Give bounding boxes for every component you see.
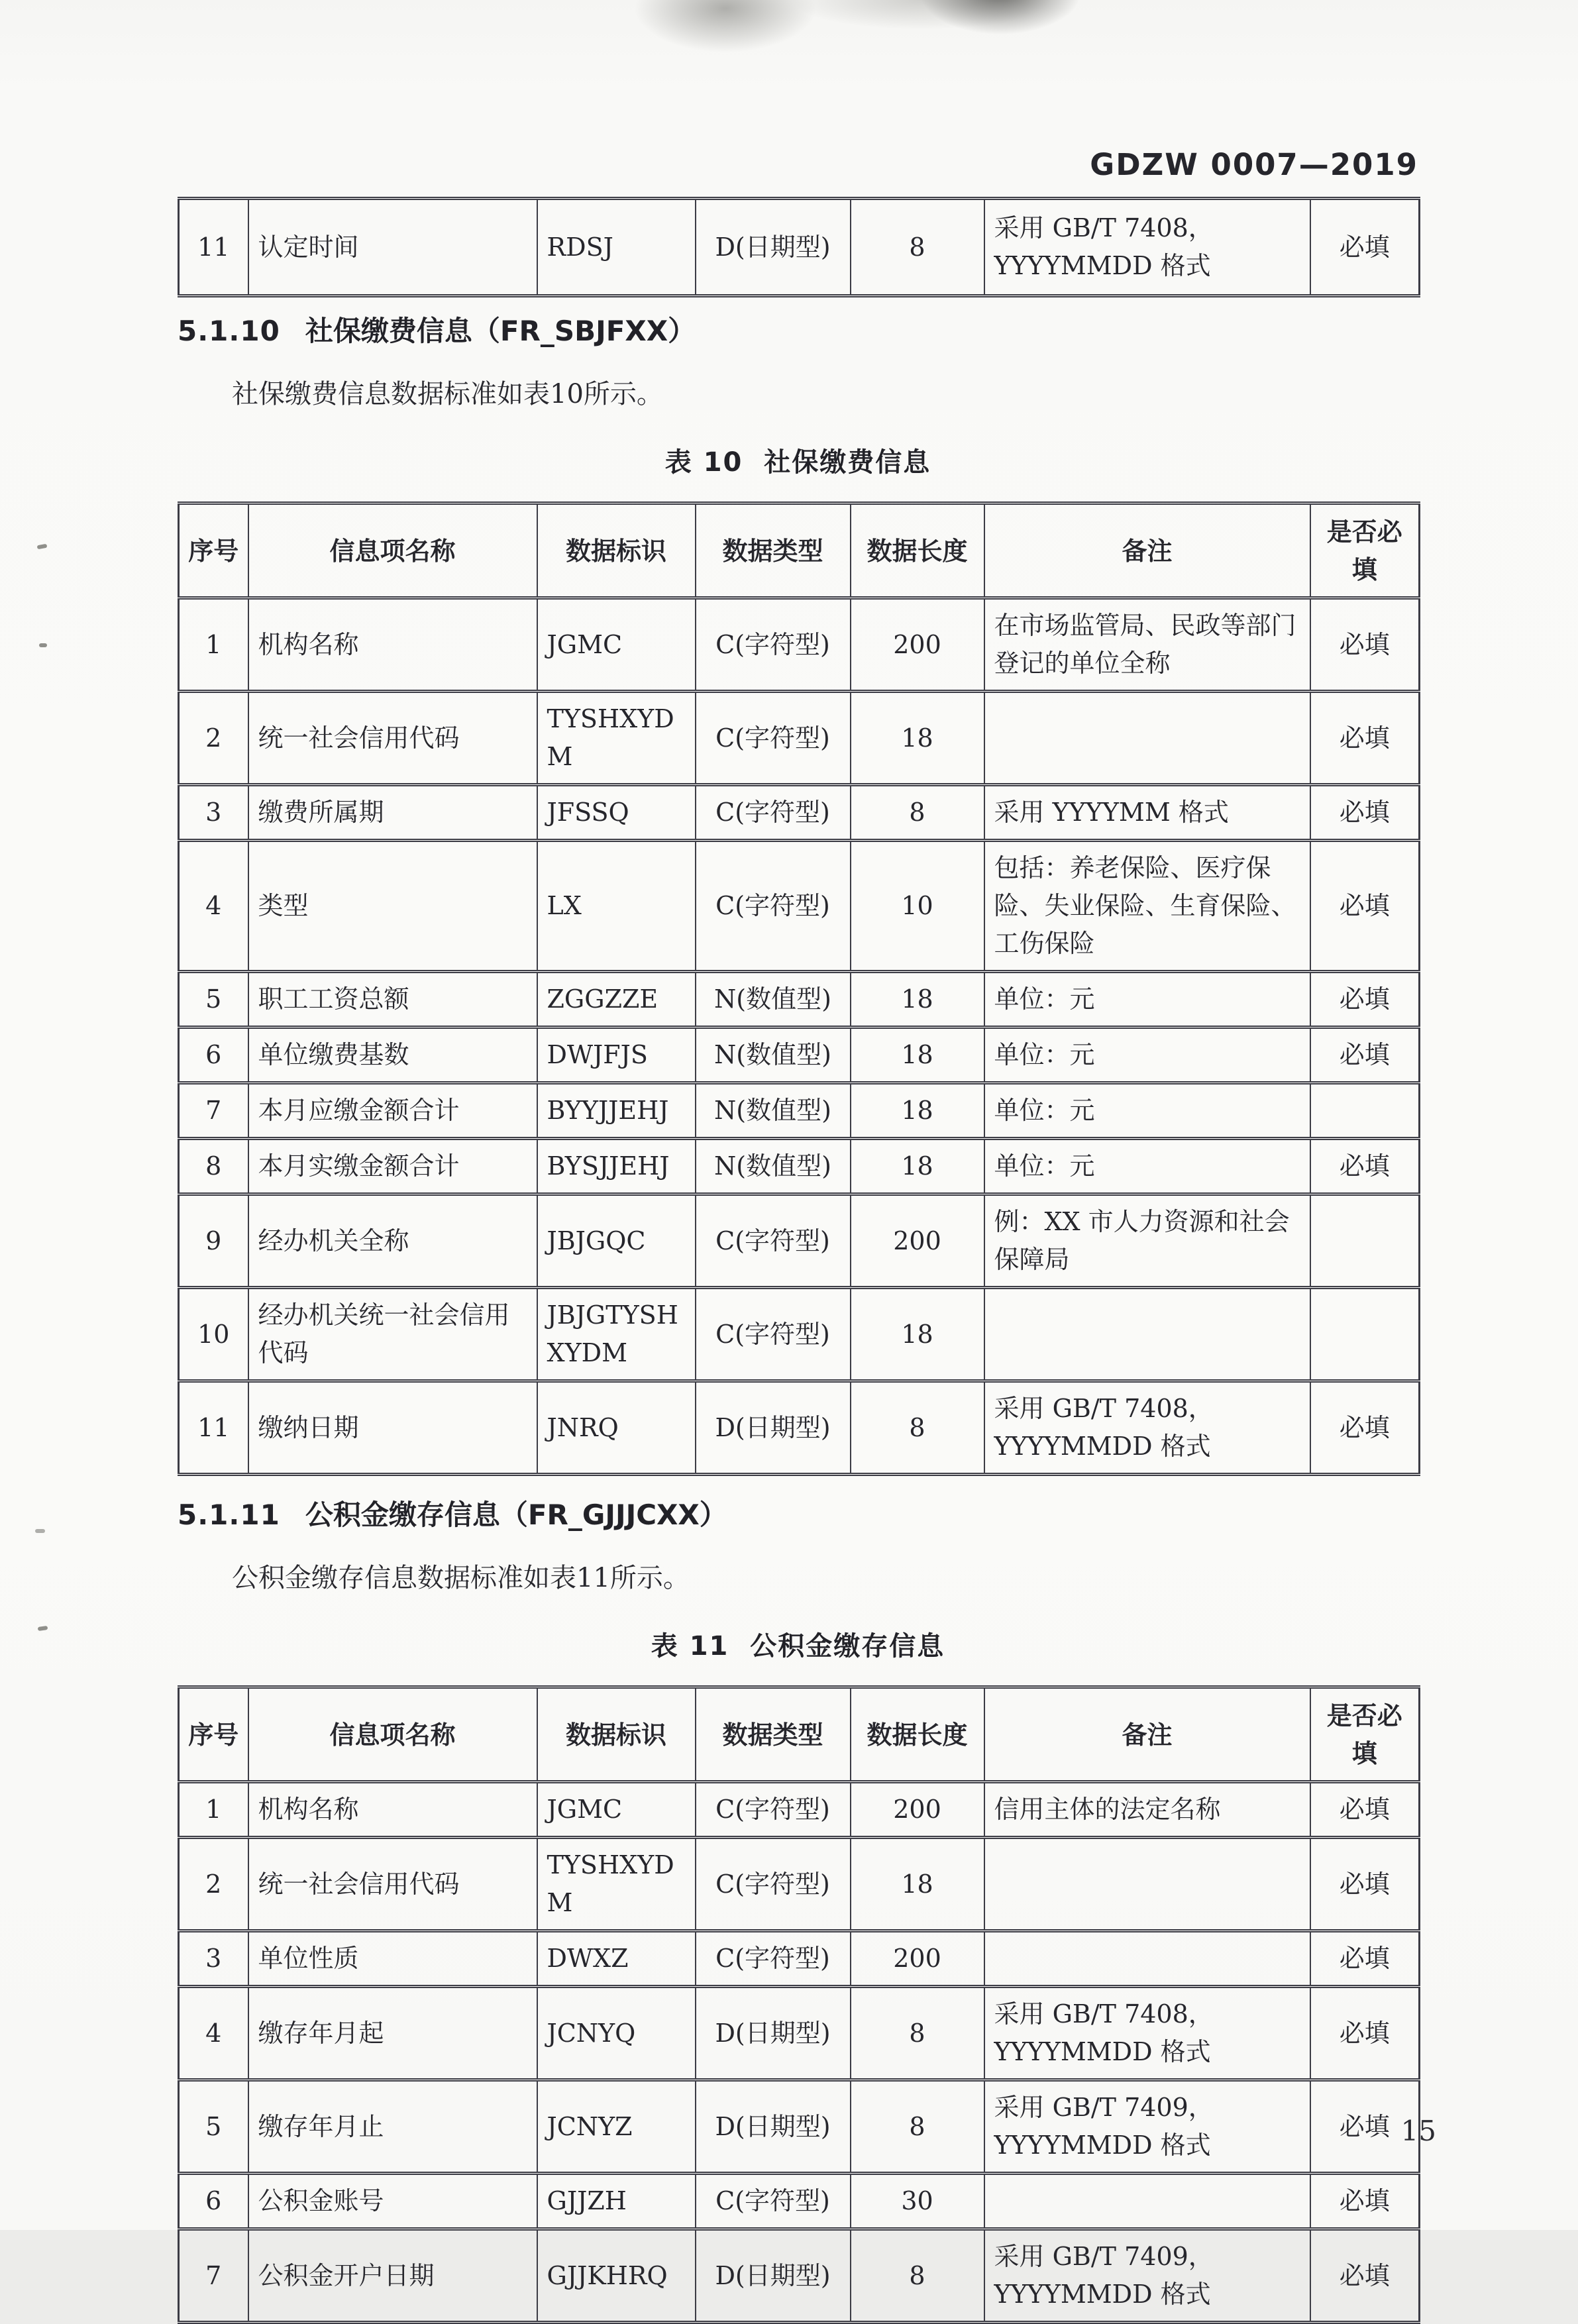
table-cell: 3: [179, 1931, 248, 1987]
table-cell: 统一社会信用代码: [248, 692, 537, 785]
table-cell: 必填: [1310, 2174, 1420, 2229]
column-header-data-length: 数据长度: [851, 1687, 984, 1782]
table-cell: 机构名称: [248, 1782, 537, 1838]
table-cell: 必填: [1310, 692, 1420, 785]
table-row: [179, 2080, 1420, 2174]
table-cell: 经办机关全称: [248, 1194, 537, 1288]
table-cell: 200: [851, 1782, 984, 1838]
table-cell: 缴存年月起: [248, 1987, 537, 2080]
table-cell: C(字符型): [696, 2174, 851, 2229]
table-cell: 30: [851, 2174, 984, 2229]
table-cell: RDSJ: [537, 199, 696, 296]
table-cell: 200: [851, 1194, 984, 1288]
column-header-remark: 备注: [984, 1687, 1310, 1782]
table-cell: 本月应缴金额合计: [248, 1083, 537, 1139]
table-cell: 8: [179, 1139, 248, 1194]
table-cell: 必填: [1310, 1139, 1420, 1194]
carryover-table: [178, 197, 1420, 297]
table-row: [179, 1028, 1420, 1083]
section-title: 公积金缴存信息（FR_GJJJCXX）: [305, 1499, 727, 1531]
table-cell: N(数值型): [696, 972, 851, 1028]
table-cell: GJJZH: [537, 2174, 696, 2229]
table-cell: 8: [851, 1987, 984, 2080]
table-cell: 7: [179, 1083, 248, 1139]
section-heading-5-1-11: [178, 1493, 1418, 1533]
table-cell: C(字符型): [696, 598, 851, 692]
table-cell: C(字符型): [696, 1288, 851, 1381]
table-cell: D(日期型): [696, 1987, 851, 2080]
table-cell: 单位：元: [984, 1139, 1310, 1194]
table-cell: LX: [537, 841, 696, 972]
table-cell: 18: [851, 1838, 984, 1931]
table-row: [179, 1931, 1420, 1987]
table-cell: 2: [179, 692, 248, 785]
table-cell: 类型: [248, 841, 537, 972]
table-cell: C(字符型): [696, 785, 851, 841]
table-10-body: [179, 598, 1420, 1475]
table-row: [179, 1838, 1420, 1931]
table-cell: 采用 GB/T 7408，YYYYMMDD 格式: [984, 1987, 1310, 2080]
table-cell: DWJFJS: [537, 1028, 696, 1083]
table-cell: 采用 GB/T 7408，YYYYMMDD 格式: [984, 199, 1310, 296]
table-cell: 8: [851, 785, 984, 841]
table-cell: 8: [851, 1381, 984, 1475]
table-row: [179, 841, 1420, 972]
column-header-data-length: 数据长度: [851, 503, 984, 598]
table-cell: 单位缴费基数: [248, 1028, 537, 1083]
table-cell: 2: [179, 1838, 248, 1931]
table-cell: D(日期型): [696, 2080, 851, 2174]
table-row: [179, 1139, 1420, 1194]
table-cell: 必填: [1310, 1028, 1420, 1083]
table-cell: 18: [851, 1028, 984, 1083]
table-cell: 必填: [1310, 785, 1420, 841]
table-cell: JGMC: [537, 598, 696, 692]
table-cell: 必填: [1310, 972, 1420, 1028]
table-cell: 9: [179, 1194, 248, 1288]
column-header-data-type: 数据类型: [696, 503, 851, 598]
table-cell: 采用 GB/T 7409，YYYYMMDD 格式: [984, 2080, 1310, 2174]
table-cell: 1: [179, 1782, 248, 1838]
table-header-row: [179, 503, 1420, 598]
table-row: [179, 1782, 1420, 1838]
table-cell: 公积金账号: [248, 2174, 537, 2229]
column-header-required: 是否必填: [1310, 503, 1420, 598]
table-row: [179, 2229, 1420, 2323]
table-cell: 4: [179, 841, 248, 972]
table-header-row: [179, 1687, 1420, 1782]
table-cell: 200: [851, 598, 984, 692]
table-cell: 6: [179, 1028, 248, 1083]
table-row: [179, 692, 1420, 785]
table-cell: 经办机关统一社会信用代码: [248, 1288, 537, 1381]
table-cell: 信用主体的法定名称: [984, 1782, 1310, 1838]
table-cell: JFSSQ: [537, 785, 696, 841]
table-cell: JCNYZ: [537, 2080, 696, 2174]
table-cell: DWXZ: [537, 1931, 696, 1987]
table-cell: 8: [851, 2229, 984, 2323]
table-cell: JCNYQ: [537, 1987, 696, 2080]
table-cell: N(数值型): [696, 1139, 851, 1194]
table-cell: C(字符型): [696, 1838, 851, 1931]
table-10: [178, 502, 1420, 1476]
table-cell: C(字符型): [696, 692, 851, 785]
table-cell: 1: [179, 598, 248, 692]
table-cell: N(数值型): [696, 1083, 851, 1139]
table-cell: 单位性质: [248, 1931, 537, 1987]
table-row: [179, 1288, 1420, 1381]
table-cell: 必填: [1310, 1381, 1420, 1475]
table-cell: 8: [851, 199, 984, 296]
table-cell: BYYJJEHJ: [537, 1083, 696, 1139]
table-cell: 必填: [1310, 1782, 1420, 1838]
table-cell: 18: [851, 1083, 984, 1139]
table-cell: 必填: [1310, 598, 1420, 692]
table-cell: ZGGZZE: [537, 972, 696, 1028]
table-row: [179, 785, 1420, 841]
table-cell: 必填: [1310, 1931, 1420, 1987]
table-11-caption: 表 11 公积金缴存信息: [651, 1631, 945, 1662]
column-header-seq: 序号: [179, 1687, 248, 1782]
column-header-item-name: 信息项名称: [248, 503, 537, 598]
table-cell: 必填: [1310, 1987, 1420, 2080]
scan-mark: [35, 1529, 45, 1533]
table-cell: C(字符型): [696, 1194, 851, 1288]
section-paragraph: 社保缴费信息数据标准如表10所示。: [232, 379, 663, 409]
table-row: [179, 598, 1420, 692]
table-cell: 11: [179, 199, 248, 296]
doc-code: GDZW 0007—2019: [1090, 147, 1418, 182]
table-cell: 公积金开户日期: [248, 2229, 537, 2323]
column-header-data-id: 数据标识: [537, 1687, 696, 1782]
table-row: [179, 2174, 1420, 2229]
table-cell: N(数值型): [696, 1028, 851, 1083]
table-cell: [1310, 1194, 1420, 1288]
table-11-body: [179, 1782, 1420, 2323]
section-title: 社保缴费信息（FR_SBJFXX）: [305, 315, 696, 347]
table-cell: 200: [851, 1931, 984, 1987]
table-cell: [984, 1288, 1310, 1381]
table-cell: 采用 GB/T 7408，YYYYMMDD 格式: [984, 1381, 1310, 1475]
table-cell: 7: [179, 2229, 248, 2323]
table-cell: BYSJJEHJ: [537, 1139, 696, 1194]
table-cell: 5: [179, 2080, 248, 2174]
table-cell: 认定时间: [248, 199, 537, 296]
table-10-caption: 表 10 社保缴费信息: [664, 447, 931, 478]
table-cell: [984, 1931, 1310, 1987]
table-cell: 11: [179, 1381, 248, 1475]
table-cell: JBJGQC: [537, 1194, 696, 1288]
table-cell: 单位：元: [984, 972, 1310, 1028]
table-cell: [1310, 1083, 1420, 1139]
column-header-data-id: 数据标识: [537, 503, 696, 598]
table-cell: 18: [851, 972, 984, 1028]
table-cell: 单位：元: [984, 1028, 1310, 1083]
table-cell: 采用 GB/T 7409，YYYYMMDD 格式: [984, 2229, 1310, 2323]
table-cell: JGMC: [537, 1782, 696, 1838]
column-header-required: 是否必填: [1310, 1687, 1420, 1782]
table-cell: C(字符型): [696, 1782, 851, 1838]
table-cell: 机构名称: [248, 598, 537, 692]
table-cell: 采用 YYYYMM 格式: [984, 785, 1310, 841]
table-cell: 4: [179, 1987, 248, 2080]
table-cell: [984, 1838, 1310, 1931]
table-row: [179, 1083, 1420, 1139]
table-cell: JBJGTYSHXYDM: [537, 1288, 696, 1381]
table-cell: GJJKHRQ: [537, 2229, 696, 2323]
table-cell: 必填: [1310, 1838, 1420, 1931]
section-number: 5.1.11: [178, 1499, 280, 1531]
table-row: [179, 1987, 1420, 2080]
table-cell: 统一社会信用代码: [248, 1838, 537, 1931]
table-cell: 缴纳日期: [248, 1381, 537, 1475]
table-row: [179, 972, 1420, 1028]
table-cell: 职工工资总额: [248, 972, 537, 1028]
table-cell: 必填: [1310, 2080, 1420, 2174]
table-cell: 10: [851, 841, 984, 972]
table-row: [179, 1381, 1420, 1475]
table-cell: 3: [179, 785, 248, 841]
section-paragraph: 公积金缴存信息数据标准如表11所示。: [232, 1563, 690, 1593]
table-cell: [984, 692, 1310, 785]
table-cell: JNRQ: [537, 1381, 696, 1475]
table-cell: 缴费所属期: [248, 785, 537, 841]
column-header-seq: 序号: [179, 503, 248, 598]
table-cell: 例：XX 市人力资源和社会保障局: [984, 1194, 1310, 1288]
table-cell: 本月实缴金额合计: [248, 1139, 537, 1194]
table-cell: 包括：养老保险、医疗保险、失业保险、生育保险、工伤保险: [984, 841, 1310, 972]
table-cell: D(日期型): [696, 2229, 851, 2323]
carryover-table-body: [179, 199, 1420, 296]
column-header-remark: 备注: [984, 503, 1310, 598]
table-cell: 6: [179, 2174, 248, 2229]
table-cell: 必填: [1310, 841, 1420, 972]
table-cell: D(日期型): [696, 1381, 851, 1475]
table-cell: 8: [851, 2080, 984, 2174]
table-cell: 18: [851, 692, 984, 785]
table-cell: 5: [179, 972, 248, 1028]
table-cell: [984, 2174, 1310, 2229]
table-cell: 缴存年月止: [248, 2080, 537, 2174]
table-cell: 18: [851, 1288, 984, 1381]
column-header-item-name: 信息项名称: [248, 1687, 537, 1782]
table-cell: D(日期型): [696, 199, 851, 296]
table-cell: TYSHXYDM: [537, 692, 696, 785]
section-number: 5.1.10: [178, 315, 280, 347]
table-row: [179, 1194, 1420, 1288]
table-cell: 单位：元: [984, 1083, 1310, 1139]
table-11: [178, 1685, 1420, 2324]
table-cell: [1310, 1288, 1420, 1381]
table-cell: C(字符型): [696, 841, 851, 972]
section-heading-5-1-10: [178, 309, 1418, 349]
table-cell: 在市场监管局、民政等部门登记的单位全称: [984, 598, 1310, 692]
table-cell: TYSHXYDM: [537, 1838, 696, 1931]
table-cell: 10: [179, 1288, 248, 1381]
table-cell: 必填: [1310, 199, 1420, 296]
table-cell: 18: [851, 1139, 984, 1194]
scan-mark: [39, 643, 47, 647]
table-row: [179, 199, 1420, 296]
table-cell: 必填: [1310, 2229, 1420, 2323]
column-header-data-type: 数据类型: [696, 1687, 851, 1782]
page-number: 15: [1400, 2115, 1436, 2147]
table-cell: C(字符型): [696, 1931, 851, 1987]
